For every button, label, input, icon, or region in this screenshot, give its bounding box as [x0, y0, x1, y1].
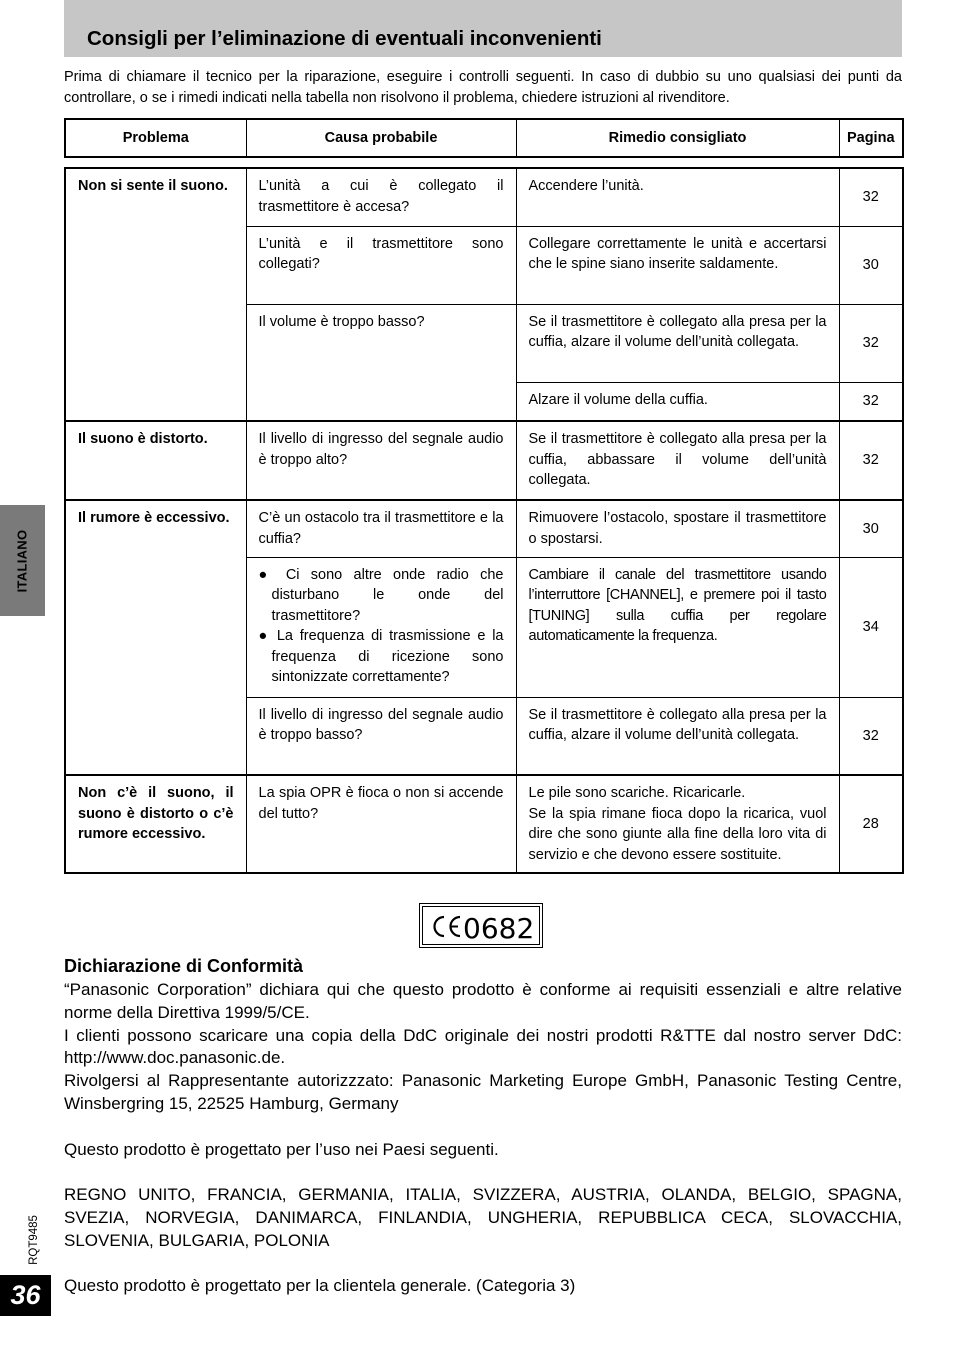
declaration-body	[64, 979, 902, 1298]
declaration-title: Dichiarazione di Conformità	[64, 956, 304, 976]
problem-cell: Il rumore è eccessivo.	[65, 500, 246, 775]
table-row	[65, 775, 903, 873]
cause-cell: Il livello di ingresso del segnale audio è troppo alto?	[246, 421, 516, 500]
table-row	[65, 168, 903, 226]
remedy-cell: Alzare il volume della cuffia.	[516, 382, 839, 421]
column-header-remedy: Rimedio consigliato	[516, 119, 839, 157]
page-title: Consigli per l’eliminazione di eventuali inconvenienti	[87, 27, 602, 50]
remedy-line: Le pile sono scariche. Ricaricarle.	[528, 785, 746, 801]
remedy-cell: Cambiare il canale del trasmettitore usando l’interruttore [CHANNEL], e premere poi il tasto [TUNING] sulla cuffia per regolare automaticamente la frequenza.	[516, 557, 839, 697]
column-header-page: Pagina	[839, 119, 903, 157]
cause-bullet: ● La frequenza di trasmissione e la frequenza di ricezione sono sintonizzate correttamente?	[258, 628, 504, 685]
ce-mark-logo	[420, 904, 544, 949]
remedy-cell	[516, 775, 839, 873]
cause-cell: Il livello di ingresso del segnale audio è troppo basso?	[246, 697, 516, 775]
remedy-cell: Se il trasmettitore è collegato alla presa per la cuffia, alzare il volume dell’unità collegata.	[516, 697, 839, 775]
country-list: REGNO UNITO, FRANCIA, GERMANIA, ITALIA, SVIZZERA, AUSTRIA, OLANDA, BELGIO, SPAGNA, SVEZIA, NORVEGIA, DANIMARCA, FINLANDIA, UNGHERIA, REPUBBLICA CECA, SLOVACCHIA, SLOVENIA, BULGARIA, POLONIA	[64, 1185, 902, 1250]
remedy-cell: Se il trasmettitore è collegato alla presa per la cuffia, abbassare il volume dell’unità collegata.	[516, 421, 839, 500]
svg-text:0682: 0682	[463, 912, 535, 945]
problem-cell: Non c’è il suono, il suono è distorto o c’è rumore eccessivo.	[65, 775, 246, 873]
intro-paragraph: Prima di chiamare il tecnico per la riparazione, eseguire i controlli seguenti. In caso di dubbio su uno qualsiasi dei punti da controllare, o se i rimedi indicati nella tabella non risolvono il problema, chiedere istruzioni al rivenditore.	[64, 69, 902, 106]
remedy-cell: Se il trasmettitore è collegato alla presa per la cuffia, alzare il volume dell’unità collegata.	[516, 304, 839, 382]
page-cell: 32	[839, 168, 903, 226]
problem-cell: Non si sente il suono.	[65, 168, 246, 421]
declaration-paragraph: Rivolgersi al Rappresentante autorizzzato: Panasonic Marketing Europe GmbH, Panasonic Testing Centre, Winsbergring 15, 22525 Hamburg, Germany	[64, 1071, 902, 1113]
section-title-bar	[64, 0, 902, 57]
page-cell: 30	[839, 226, 903, 304]
cause-bullet: ● Ci sono altre onde radio che disturbano le onde del trasmettitore?	[258, 566, 504, 624]
language-tab-label: ITALIANO	[14, 529, 30, 593]
table-row	[65, 421, 903, 500]
cause-cell: L’unità e il trasmettitore sono collegati?	[246, 226, 516, 304]
column-header-problem: Problema	[65, 119, 246, 157]
troubleshooting-table	[64, 167, 904, 874]
cause-cell: La spia OPR è fioca o non si accende del tutto?	[246, 775, 516, 873]
remedy-cell: Rimuovere l’ostacolo, spostare il trasmettitore o spostarsi.	[516, 500, 839, 557]
page-cell: 32	[839, 304, 903, 382]
declaration-paragraph: I clienti possono scaricare una copia della DdC originale dei nostri prodotti R&TTE dal nostro server DdC: http://www.doc.panasonic.de.	[64, 1025, 902, 1068]
page-cell: 30	[839, 500, 903, 557]
model-code: RQT9485	[28, 1215, 40, 1265]
page-cell: 32	[839, 697, 903, 775]
table-row	[65, 500, 903, 557]
page-cell: 34	[839, 557, 903, 697]
page-cell: 32	[839, 382, 903, 421]
page-cell: 28	[839, 775, 903, 873]
cause-cell: C’è un ostacolo tra il trasmettitore e la cuffia?	[246, 500, 516, 557]
page-number: 36	[0, 1275, 51, 1316]
remedy-cell: Collegare correttamente le unità e accertarsi che le spine siano inserite saldamente.	[516, 226, 839, 304]
page-cell: 32	[839, 421, 903, 500]
cause-cell	[246, 557, 516, 697]
cause-cell: Il volume è troppo basso?	[246, 304, 516, 421]
language-tab	[0, 505, 45, 616]
ce-mark	[419, 903, 543, 948]
troubleshooting-header	[64, 118, 904, 158]
declaration-paragraph: Questo prodotto è progettato per la clientela generale. (Categoria 3)	[64, 1276, 576, 1296]
remedy-line: Se la spia rimane fioca dopo la ricarica, vuol dire che sono giunte alla fine della loro vita di servizio e che devono essere sostituite.	[528, 805, 827, 863]
remedy-cell: Accendere l’unità.	[516, 168, 839, 226]
column-header-cause: Causa probabile	[246, 119, 516, 157]
cause-cell: L’unità a cui è collegato il trasmettitore è accesa?	[246, 168, 516, 226]
declaration-paragraph: “Panasonic Corporation” dichiara qui che questo prodotto è conforme ai requisiti essenziali e altre relative norme della Direttiva 1999/5/CE.	[64, 980, 902, 1022]
problem-cell: Il suono è distorto.	[65, 421, 246, 500]
declaration-paragraph: Questo prodotto è progettato per l’uso nei Paesi seguenti.	[64, 1139, 499, 1159]
